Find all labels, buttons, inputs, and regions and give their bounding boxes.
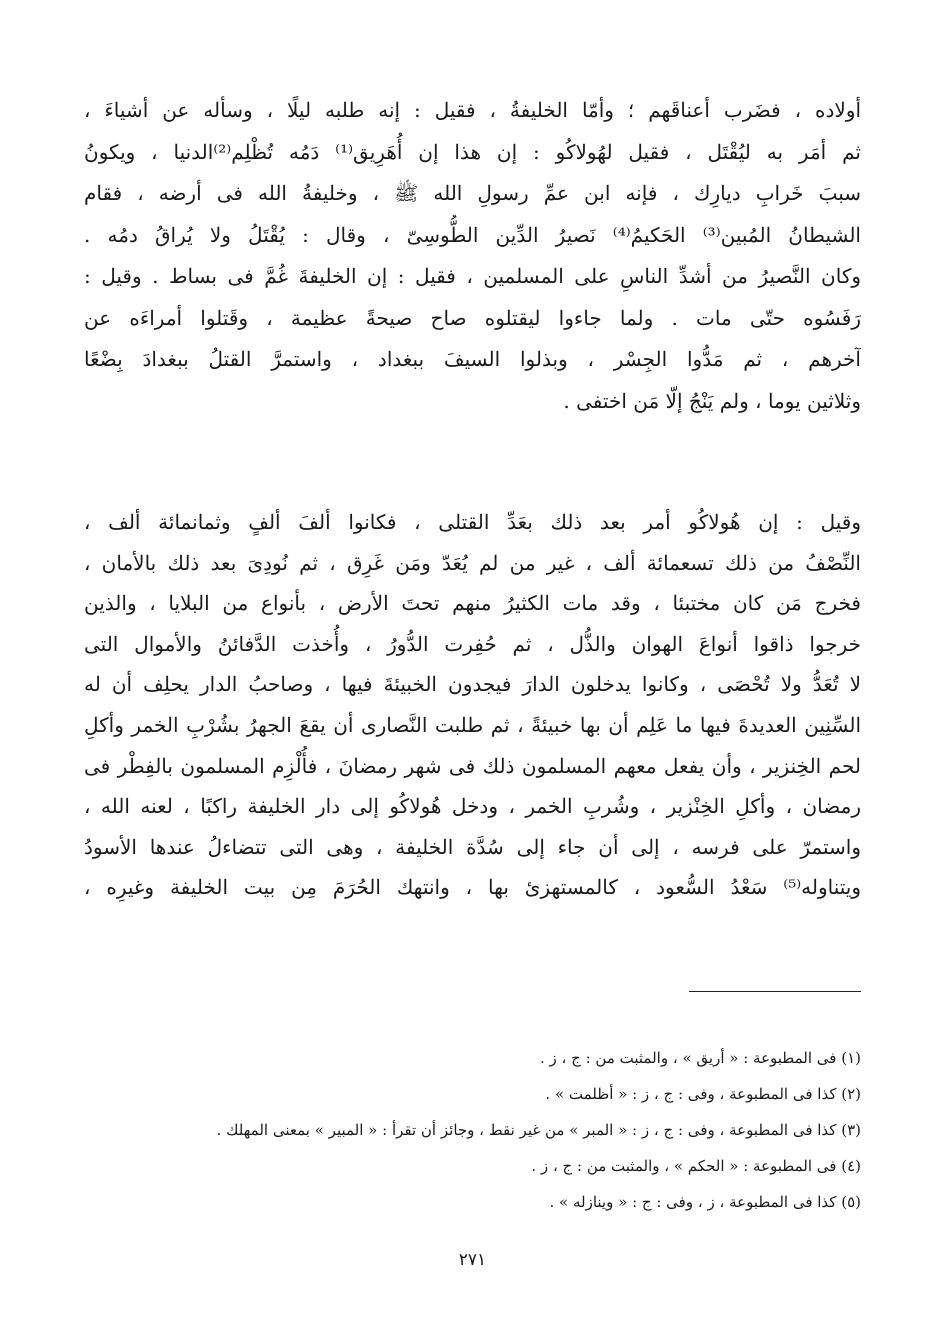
text-line: رَفَسُوه حتّى مات . ولما جاءوا ليقتلوه صاح صيحةً عظيمة ، وقَتلوا أمراءَه عن — [84, 305, 861, 330]
text-line: النِّصْفُ من ذلك تسعمائة ألف ، غير من لم يُعَدّ ومَن غَرِق ، ثم نُودِىَ بعد ذلك بالأمان ، — [84, 550, 861, 575]
footnote-1: (١) فى المطبوعة : « أريق » ، والمثبت من : ج ، ز . — [539, 1049, 861, 1067]
text-line: ويتناوله⁽⁵⁾ سَعْدُ السُّعود ، كالمستهزئ بها ، وانتهك الحُرَمَ مِن بيت الخليفة وغيرِه ، — [84, 875, 861, 900]
text-line: وكان النَّصيرُ من أشدِّ الناسِ على المسلمين ، فقيل : إن الخليفةَ غُمَّ فى بساط . وقيل : — [84, 264, 861, 288]
text-line: السِّنِين العديدةَ فيها ما عَلِم أن بها خبيئةً ، ثم طلبت النَّصارى أن يقعَ الجهرُ بشُرْبِ الخمر وأكلِ — [84, 712, 861, 737]
footnote-5: (٥) كذا فى المطبوعة ، ز ، وفى : ج : « وينازله » . — [549, 1193, 861, 1211]
text-line: سببَ خَرابِ ديارِك ، فإنه ابن عمِّ رسولِ الله ﷺ ، وخليفةُ الله فى أرضه ، فقام — [84, 181, 861, 205]
paragraph-2 — [84, 502, 861, 908]
text-line: خرجوا ذاقوا أنواعَ الهوان والذُّل ، ثم حُفِرت الدُّورُ ، وأُخذت الدَّفائنُ والأموال التى — [84, 631, 861, 656]
text-line: آخرهم ، ثم مَدُّوا الجِسْر ، وبذلوا السيفَ ببغداد ، واستمرَّ القتلُ ببغدادَ بِضْعًا — [84, 347, 861, 371]
text-line: واستمرّ على فرسه ، إلى أن جاء إلى سُدَّة الخليفة ، وهى التى تتضاءلُ عندها الأسودُ — [84, 834, 861, 859]
text-line: وثلاثين يوما ، ولم يَنْجُ إلّا مَن اختفى . — [563, 388, 861, 413]
text-line: رمضان ، وأكلِ الخِنْزير ، وشُربِ الخمر ، ودخل هُولاكُو إلى دار الخليفة راكبًا ، لعنه الله ، — [84, 794, 861, 819]
text-line: وقيل : إن هُولاكُو أمر بعد ذلك بعَدِّ القتلى ، فكانوا ألفَ ألفٍ وثمانمائة ألف ، — [84, 510, 861, 534]
footnote-3: (٣) كذا فى المطبوعة ، وفى : ج ، ز : « المبر » من غير نقط ، وجائز أن تقرأ : « المبير » بمعنى المهلك . — [216, 1121, 861, 1139]
footnote-2: (٢) كذا فى المطبوعة ، وفى : ج ، ز : « أظلمت » . — [545, 1085, 861, 1103]
text-line: أولاده ، فضَرب أعناقَهم ؛ وأمّا الخليفةُ ، فقيل : إنه طلبه ليلًا ، وسأله عن أشياءَ ، — [84, 98, 861, 122]
text-line: لا تُعَدُّ ولا تُحْصَى ، وكانوا يدخلون الدارَ فيجدون الخبيئةَ فيها ، وصاحبُ الدار يحلِف أن له — [84, 672, 861, 697]
text-line: ثم أمَر به ليُقْتَل ، فقيل لهُولاكُو : إن هذا إن أُهَرِيق⁽¹⁾ دَمُه تُظْلِم⁽²⁾الدنيا ، ويكونُ — [84, 139, 861, 164]
footnotes — [130, 1040, 861, 1220]
paragraph-1 — [84, 90, 861, 422]
text-line: لحم الخِنزير ، وأن يفعل معهم المسلمون ذلك فى شهر رمضانَ ، فأُلْزِم المسلمون بالفِطْر فى — [84, 753, 861, 778]
footnote-separator — [689, 991, 861, 992]
page-number: ٢٧١ — [458, 1250, 487, 1270]
text-line: فخرج مَن كان مختبئا ، وقد مات الكثيرُ منهم تحتَ الأرض ، بأنواع من البلايا ، والذين — [84, 591, 861, 616]
footnote-4: (٤) فى المطبوعة : « الحكم » ، والمثبت من : ج ، ز . — [531, 1157, 861, 1175]
text-line: الشيطانُ المُبين⁽³⁾ الحَكيمُ⁽⁴⁾ نَصيرُ الدِّين الطُّوسِىّ ، وقال : يُقْتَلُ ولا يُراقُ دمُه . — [84, 222, 861, 247]
